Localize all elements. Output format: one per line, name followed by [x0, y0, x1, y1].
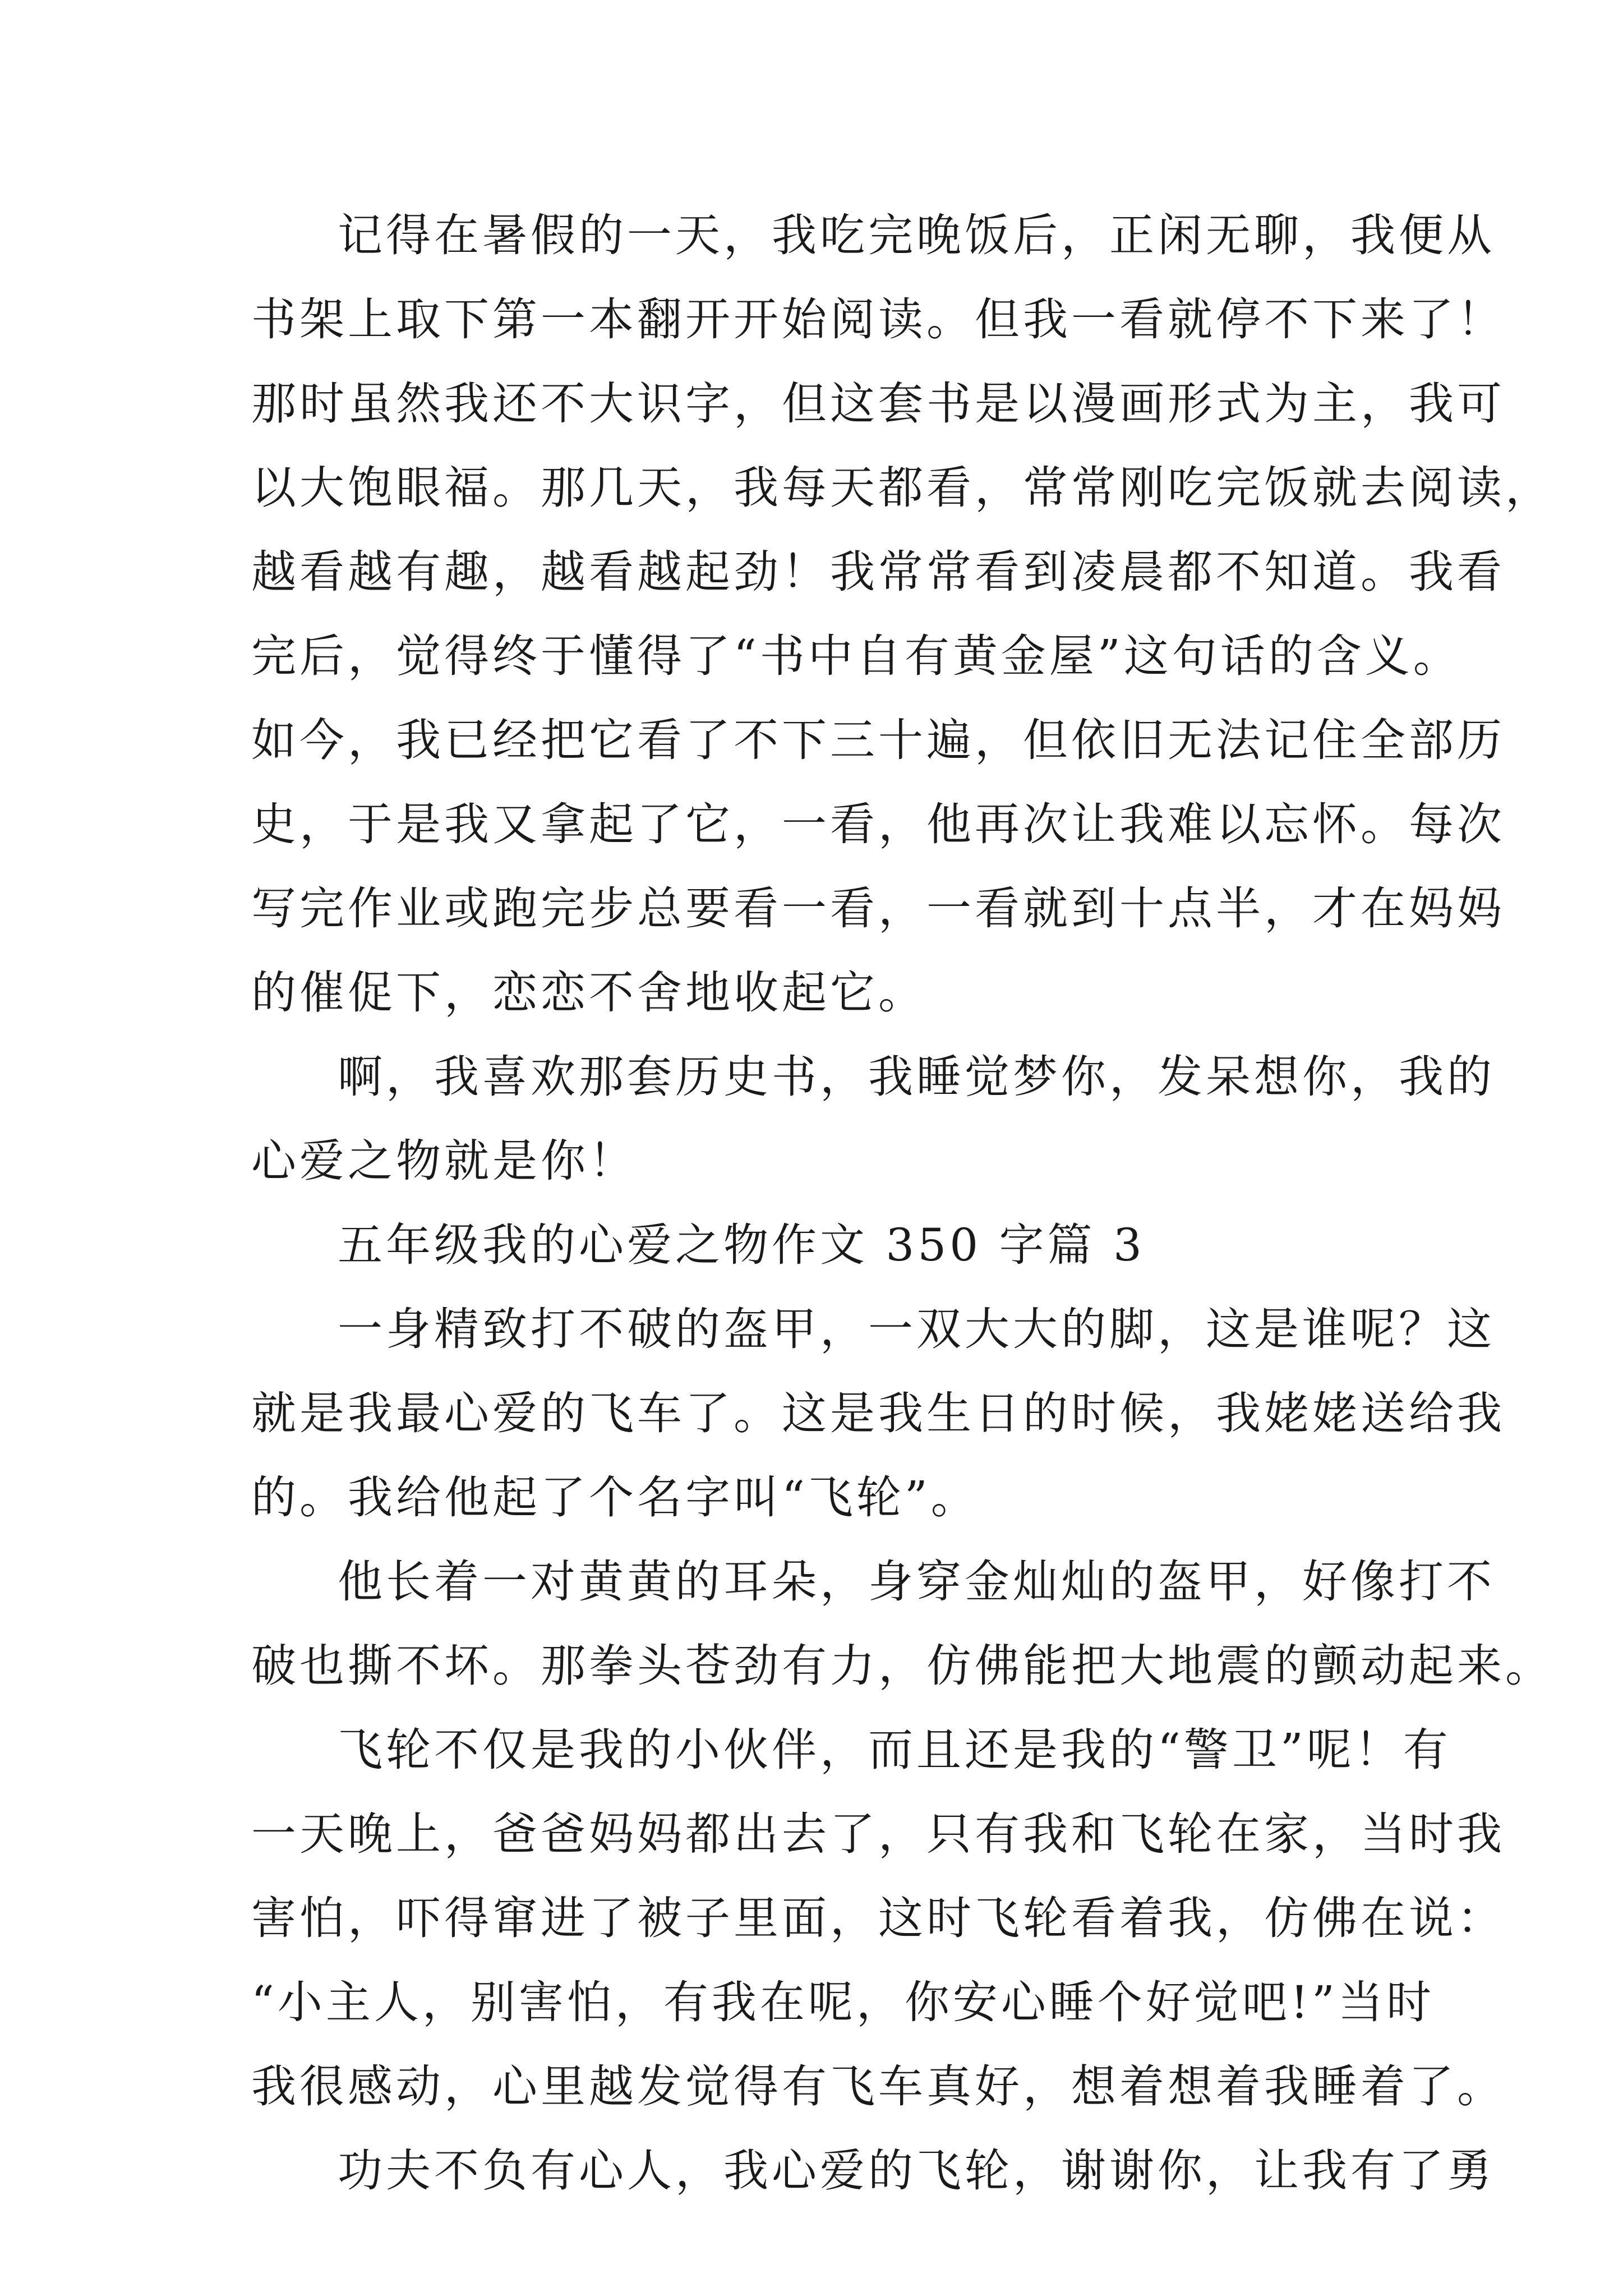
- paragraph-line: 越看越有趣，越看越起劲！我常常看到凌晨都不知道。我看: [251, 546, 1505, 598]
- paragraph-line: 啊，我喜欢那套历史书，我睡觉梦你，发呆想你，我的: [338, 1051, 1495, 1103]
- paragraph-line: 史，于是我又拿起了它，一看，他再次让我难以忘怀。每次: [251, 798, 1505, 850]
- paragraph-line: 完后，觉得终于懂得了“书中自有黄金屋”这句话的含义。: [251, 630, 1461, 682]
- paragraph-line: 那时虽然我还不大识字，但这套书是以漫画形式为主，我可: [251, 378, 1505, 430]
- paragraph-line: 的。我给他起了个名字叫“飞轮”。: [251, 1471, 979, 1524]
- section-heading: 五年级我的心爱之物作文 350 字篇 3: [338, 1219, 1145, 1271]
- paragraph-line: 我很感动，心里越发觉得有飞车真好，想着想着我睡着了。: [251, 2060, 1505, 2113]
- paragraph-line: 的催促下，恋恋不舍地收起它。: [251, 967, 926, 1019]
- paragraph-line: 一身精致打不破的盔甲，一双大大的脚，这是谁呢？这: [338, 1303, 1495, 1355]
- paragraph-line: “小主人，别害怕，有我在呢，你安心睡个好觉吧!”当时: [251, 1976, 1435, 2028]
- paragraph-line: 如今，我已经把它看了不下三十遍，但依旧无法记住全部历: [251, 714, 1505, 766]
- paragraph-line: 飞轮不仅是我的小伙伴，而且还是我的“警卫”呢！有: [338, 1724, 1451, 1776]
- paragraph-line: 功夫不负有心人，我心爱的飞轮，谢谢你，让我有了勇: [338, 2145, 1495, 2197]
- paragraph-line: 以大饱眼福。那几天，我每天都看，常常刚吃完饭就去阅读，: [251, 462, 1553, 514]
- paragraph-line: 记得在暑假的一天，我吃完晚饭后，正闲无聊，我便从: [338, 209, 1495, 261]
- paragraph-line: 一天晚上，爸爸妈妈都出去了，只有我和飞轮在家，当时我: [251, 1808, 1505, 1860]
- paragraph-line: 写完作业或跑完步总要看一看，一看就到十点半，才在妈妈: [251, 882, 1505, 935]
- paragraph-line: 破也撕不坏。那拳头苍劲有力，仿佛能把大地震的颤动起来。: [251, 1640, 1553, 1692]
- paragraph-line: 害怕，吓得窜进了被子里面，这时飞轮看着我，仿佛在说：: [251, 1892, 1505, 1944]
- paragraph-line: 书架上取下第一本翻开开始阅读。但我一看就停不下来了！: [251, 293, 1505, 346]
- paragraph-line: 就是我最心爱的飞车了。这是我生日的时候，我姥姥送给我: [251, 1387, 1505, 1439]
- paragraph-line: 心爱之物就是你！: [251, 1135, 637, 1187]
- paragraph-line: 他长着一对黄黄的耳朵，身穿金灿灿的盔甲，好像打不: [338, 1556, 1495, 1608]
